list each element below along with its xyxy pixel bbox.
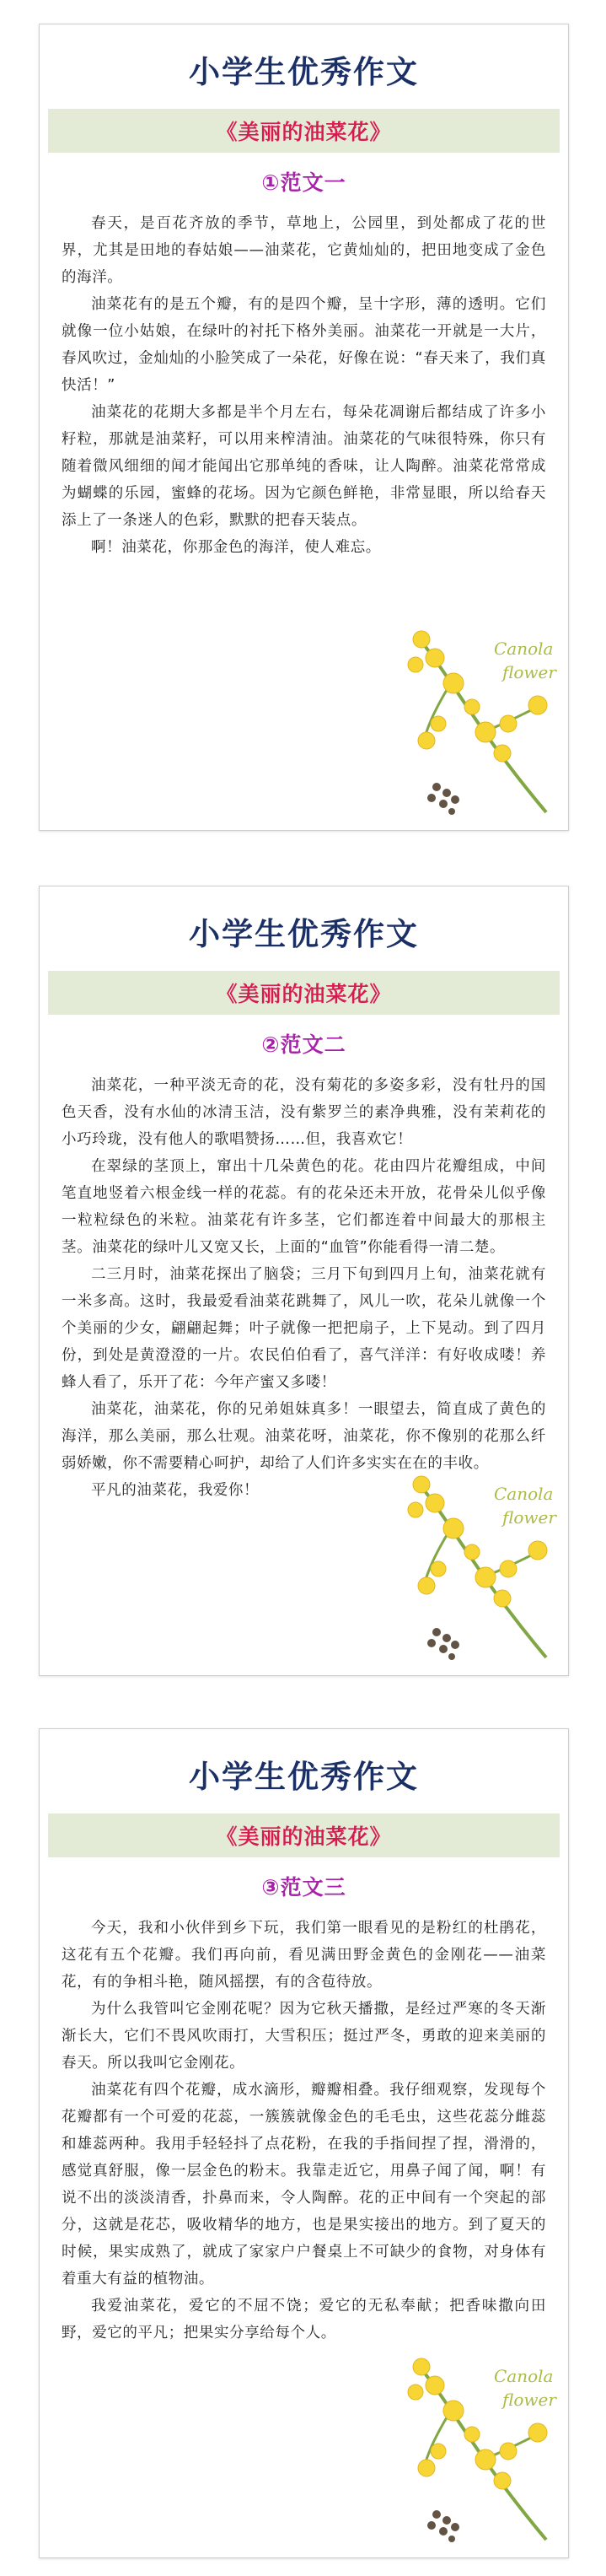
paragraph: 我爱油菜花，爱它的不屈不饶；爱它的无私奉献；把香味撒向田野，爱它的平凡；把果实分享给每个人。 bbox=[62, 2298, 546, 2342]
flower-label: flower bbox=[502, 1507, 556, 1528]
essay-card-3 bbox=[39, 1728, 569, 2558]
essay-card-2 bbox=[39, 886, 569, 1676]
page-title: 小学生优秀作文 bbox=[189, 1759, 419, 1795]
canola-flower-illustration bbox=[403, 2333, 563, 2552]
subtitle-banner bbox=[48, 109, 560, 153]
paragraph: 油菜花有的是五个瓣，有的是四个瓣，呈十字形，薄的透明。它们就像一位小姑娘，在绿叶的衬托下格外美丽。油菜花一开就是一大片，春风吹过，金灿灿的小脸笑成了一朵花，好像在说：“春天来了，我们真快活！” bbox=[62, 296, 546, 394]
paragraph: 今天，我和小伙伴到乡下玩，我们第一眼看见的是粉红的杜鹃花，这花有五个花瓣。我们再向前，看见满田野金黄色的金刚花——油菜花，有的争相斗艳，随风摇摆，有的含苞待放。 bbox=[62, 1920, 546, 1991]
paragraph: 二三月时，油菜花探出了脑袋；三月下旬到四月上旬，油菜花就有一米多高。这时，我最爱看油菜花跳舞了，风儿一吹，花朵儿就像一个个美丽的少女，翩翩起舞；叶子就像一把把扇子，上下晃动。到了四月份，到处是黄澄澄的一片。农民伯伯看了，喜气洋洋：有好收成喽！养蜂人看了，乐开了花：今年产蜜又多喽！ bbox=[62, 1266, 546, 1391]
essay-heading: ③范文三 bbox=[261, 1875, 346, 1900]
paragraph: 啊！油菜花，你那金色的海洋，使人难忘。 bbox=[91, 539, 381, 556]
page-title: 小学生优秀作文 bbox=[189, 54, 419, 90]
essay-heading: ②范文二 bbox=[261, 1032, 346, 1057]
flower-label: flower bbox=[502, 662, 556, 682]
paragraph: 春天，是百花齐放的季节，草地上，公园里，到处都成了花的世界，尤其是田地的春姑娘——油菜花，它黄灿灿的，把田地变成了金色的海洋。 bbox=[62, 215, 546, 286]
essay-subtitle: 《美丽的油菜花》 bbox=[216, 120, 392, 144]
canola-flower-illustration bbox=[403, 606, 563, 825]
essay-subtitle: 《美丽的油菜花》 bbox=[216, 982, 392, 1006]
canola-label: Canola bbox=[494, 2366, 554, 2386]
paragraph: 油菜花，一种平淡无奇的花，没有菊花的多姿多彩，没有牡丹的国色天香，没有水仙的冰清玉洁，没有紫罗兰的素净典雅，没有茉莉花的小巧玲珑，没有他人的歌唱赞扬……但，我喜欢它！ bbox=[62, 1077, 546, 1148]
paragraph: 为什么我管叫它金刚花呢？因为它秋天播撒，是经过严寒的冬天渐渐长大，它们不畏风吹雨打，大雪积压；挺过严冬，勇敢的迎来美丽的春天。所以我叫它金刚花。 bbox=[62, 2001, 546, 2072]
paragraph: 平凡的油菜花，我爱你！ bbox=[91, 1482, 260, 1499]
paragraph: 油菜花，油菜花，你的兄弟姐妹真多！一眼望去，简直成了黄色的海洋，那么美丽，那么壮观。油菜花呀，油菜花，你不像别的花那么纤弱娇嫩，你不需要精心呵护，却给了人们许多实实在在的丰收。 bbox=[62, 1401, 546, 1472]
canola-label: Canola bbox=[494, 1484, 554, 1504]
canola-label: Canola bbox=[494, 639, 554, 659]
paragraph: 油菜花有四个花瓣，成水滴形，瓣瓣相叠。我仔细观察，发现每个花瓣都有一个可爱的花蕊，一簇簇就像金色的毛毛虫，这些花蕊分雌蕊和雄蕊两种。我用手轻轻抖了点花粉，在我的手指间捏了捏，滑滑的，感觉真舒服，像一层金色的粉末。我靠走近它，用鼻子闻了闻，啊！有说不出的淡淡清香，扑鼻而来，令人陶醉。花的正中间有一个突起的部分，这就是花芯，吸收精华的地方，也是果实接出的地方。到了夏天的时候，果实成熟了，就成了家家户户餐桌上不可缺少的食物，对身体有着重大有益的植物油。 bbox=[62, 2082, 546, 2288]
essay-body bbox=[62, 210, 546, 561]
page-title: 小学生优秀作文 bbox=[189, 916, 419, 952]
essay-subtitle: 《美丽的油菜花》 bbox=[216, 1824, 392, 1849]
paragraph: 油菜花的花期大多都是半个月左右，每朵花凋谢后都结成了许多小籽粒，那就是油菜籽，可以用来榨清油。油菜花的气味很特殊，你只有随着微风细细的闻才能闻出它那单纯的香味，让人陶醉。油菜花常常成为蝴蝶的乐园，蜜蜂的花场。因为它颜色鲜艳，非常显眼，所以给春天添上了一条迷人的色彩，默默的把春天装点。 bbox=[62, 404, 546, 529]
essay-card-1 bbox=[39, 24, 569, 831]
paragraph: 在翠绿的茎顶上，窜出十几朵黄色的花。花由四片花瓣组成，中间笔直地竖着六根金线一样的花蕊。有的花朵还未开放，花骨朵儿似乎像一粒粒绿色的米粒。油菜花有许多茎，它们都连着中间最大的那根主茎。油菜花的绿叶儿又宽又长，上面的“血管”你能看得一清二楚。 bbox=[62, 1158, 546, 1256]
subtitle-banner bbox=[48, 1813, 560, 1857]
essay-heading: ①范文一 bbox=[261, 170, 346, 195]
essay-body bbox=[62, 1072, 546, 1504]
subtitle-banner bbox=[48, 971, 560, 1015]
flower-label: flower bbox=[502, 2390, 556, 2410]
essay-body bbox=[62, 1915, 546, 2347]
